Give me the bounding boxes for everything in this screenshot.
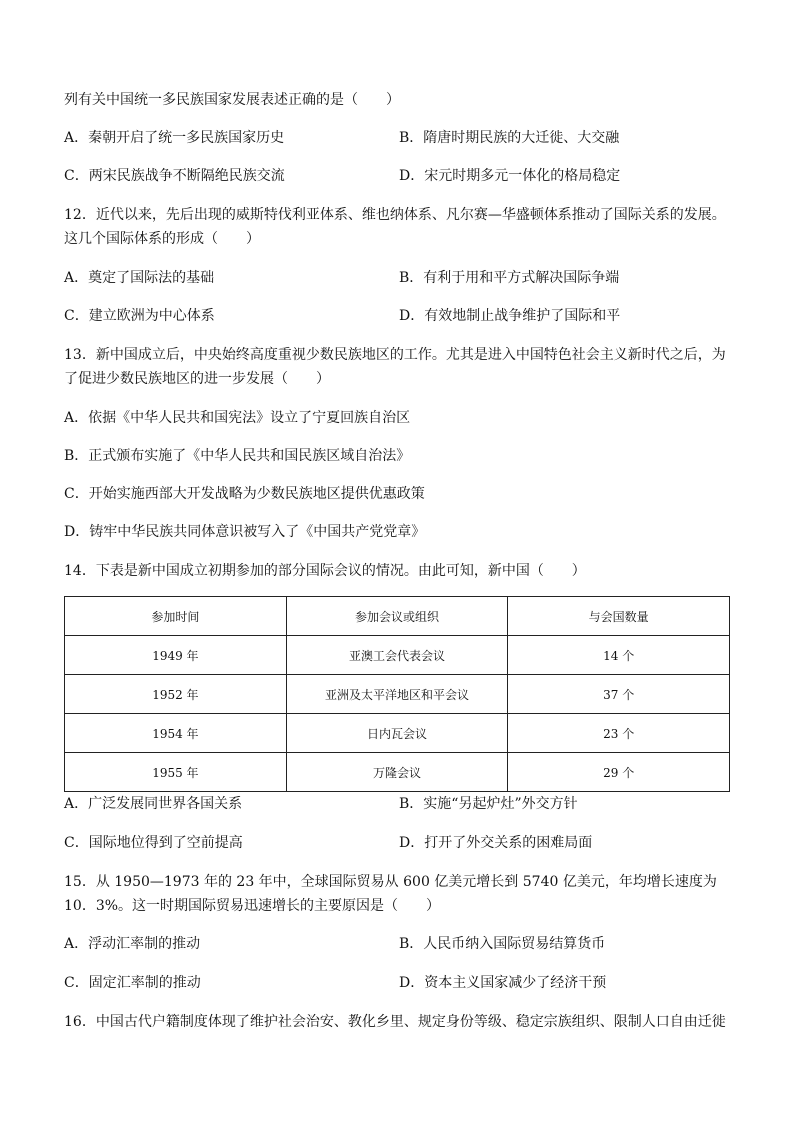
table-header: 与会国数量 <box>508 597 730 636</box>
question-15-stem-line2: 10．3%。这一时期国际贸易迅速增长的主要原因是（ ） <box>64 898 441 914</box>
q13-option-c[interactable]: C．开始实施西部大开发战略为少数民族地区提供优惠政策 <box>64 486 425 502</box>
table-cell: 14 个 <box>508 636 730 675</box>
table-cell: 万隆会议 <box>286 753 508 792</box>
q14-option-a[interactable]: A．广泛发展同世界各国关系 <box>64 796 243 812</box>
q11-option-c[interactable]: C．两宋民族战争不断隔绝民族交流 <box>64 168 285 184</box>
table-header: 参加会议或组织 <box>286 597 508 636</box>
table-row <box>65 714 730 753</box>
table-header-row <box>65 597 730 636</box>
q13-option-a[interactable]: A．依据《中华人民共和国宪法》设立了宁夏回族自治区 <box>64 410 411 426</box>
q12-option-a[interactable]: A．奠定了国际法的基础 <box>64 270 215 286</box>
table-cell: 23 个 <box>508 714 730 753</box>
q12-option-c[interactable]: C．建立欧洲为中心体系 <box>64 308 215 324</box>
q15-option-a[interactable]: A．浮动汇率制的推动 <box>64 936 201 952</box>
q14-option-c[interactable]: C．国际地位得到了空前提高 <box>64 835 243 851</box>
table-cell: 1952 年 <box>65 675 287 714</box>
q11-option-b[interactable]: B．隋唐时期民族的大迁徙、大交融 <box>399 130 620 146</box>
table-row <box>65 636 730 675</box>
table-row <box>65 675 730 714</box>
q15-option-c[interactable]: C．固定汇率制的推动 <box>64 975 201 991</box>
table-cell: 亚澳工会代表会议 <box>286 636 508 675</box>
table-cell: 日内瓦会议 <box>286 714 508 753</box>
q12-option-b[interactable]: B．有利于用和平方式解决国际争端 <box>399 270 620 286</box>
q13-option-b[interactable]: B．正式颁布实施了《中华人民共和国民族区域自治法》 <box>64 448 411 464</box>
question-14-stem: 14．下表是新中国成立初期参加的部分国际会议的情况。由此可知，新中国（ ） <box>64 563 586 579</box>
table-row <box>65 753 730 792</box>
table-cell: 1955 年 <box>65 753 287 792</box>
question-13-stem-line1: 13．新中国成立后，中央始终高度重视少数民族地区的工作。尤其是进入中国特色社会主义新时代之后，为 <box>64 347 726 363</box>
q12-option-d[interactable]: D．有效地制止战争维护了国际和平 <box>399 308 621 324</box>
table-cell: 37 个 <box>508 675 730 714</box>
q11-option-d[interactable]: D．宋元时期多元一体化的格局稳定 <box>399 168 621 184</box>
q11-option-a[interactable]: A．秦朝开启了统一多民族国家历史 <box>64 130 285 146</box>
table-cell: 1949 年 <box>65 636 287 675</box>
q14-option-d[interactable]: D．打开了外交关系的困难局面 <box>399 835 593 851</box>
question-16-stem-line1: 16．中国古代户籍制度体现了维护社会治安、教化乡里、规定身份等级、稳定宗族组织、限制人口自由迁徙 <box>64 1014 726 1030</box>
question-13-stem-line2: 了促进少数民族地区的进一步发展（ ） <box>64 371 330 387</box>
q14-option-b[interactable]: B．实施“另起炉灶”外交方针 <box>399 796 578 812</box>
q15-option-d[interactable]: D．资本主义国家减少了经济干预 <box>399 975 607 991</box>
conference-table <box>64 596 730 792</box>
table-cell: 29 个 <box>508 753 730 792</box>
q13-option-d[interactable]: D．铸牢中华民族共同体意识被写入了《中国共产党党章》 <box>64 524 426 540</box>
table-cell: 亚洲及太平洋地区和平会议 <box>286 675 508 714</box>
table-header: 参加时间 <box>65 597 287 636</box>
table-cell: 1954 年 <box>65 714 287 753</box>
question-11-stem: 列有关中国统一多民族国家发展表述正确的是（ ） <box>64 92 400 108</box>
question-15-stem-line1: 15．从 1950—1973 年的 23 年中，全球国际贸易从 600 亿美元增长到 5740 亿美元，年均增长速度为 <box>64 874 717 890</box>
q15-option-b[interactable]: B．人民币纳入国际贸易结算货币 <box>399 936 606 952</box>
question-12-stem-line1: 12．近代以来，先后出现的威斯特伐利亚体系、维也纳体系、凡尔赛—华盛顿体系推动了国际关系的发展。 <box>64 207 726 223</box>
question-12-stem-line2: 这几个国际体系的形成（ ） <box>64 231 260 247</box>
